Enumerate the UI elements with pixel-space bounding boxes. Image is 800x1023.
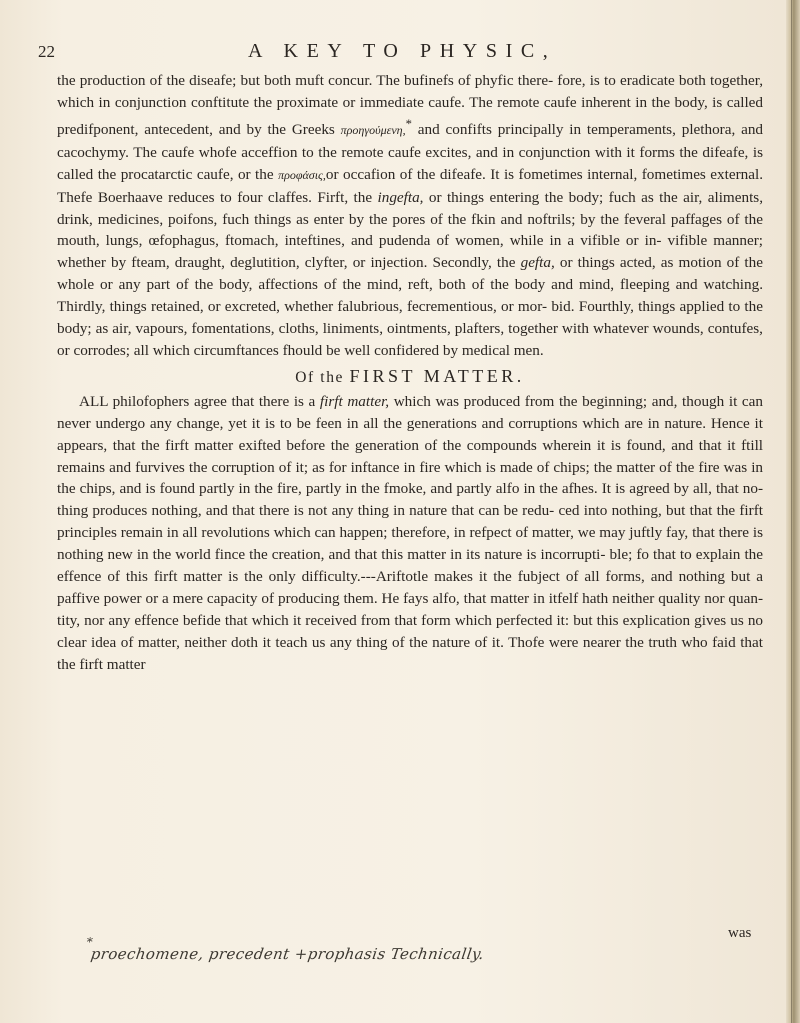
p2-line: beginning; and, though it can never undergo any change, yet it is to be feen in all: [57, 392, 763, 432]
p2-line: made of chips; the matter of the fire was in the chips, and is found partly in the: [57, 458, 764, 498]
page-number: 22: [38, 42, 55, 61]
p1-line: and confifts principally in temperaments,: [411, 120, 676, 138]
p1-line: or things entering the: [423, 188, 564, 206]
p1-line: Thefe Boerhaave reduces to four claffes. Firft, the: [57, 188, 378, 206]
p1-line: or things acted, as motion of the whole or any part of the body,: [57, 254, 763, 294]
p1-line: œfophagus, ftomach, inteftines, and pudenda of women, while in a vifible or in-: [148, 232, 662, 250]
catchword: was: [728, 925, 752, 941]
p1-line: plethora, and cacochymy. The caufe whofe acceffion to the remote caufe excites,: [57, 120, 764, 161]
p2-line: thing of the nature of it. Thofe were nearer the truth who faid that the firft matter: [57, 633, 763, 673]
p1-line: and in conjunction with it forms the difeafe, is called the procatarctic caufe, or the: [57, 143, 764, 183]
p2-line: the generations and corruptions which are in nature. Hence it appears, that the: [57, 414, 763, 454]
p1-line: bid. Fourthly, things applied to the body; as air, vapours, fomentations, cloths,: [57, 298, 763, 338]
footnote-marker: *: [405, 116, 412, 131]
term-gesta: gefta,: [520, 254, 555, 272]
p2-line: thing produces nothing, and that there is not any thing in nature that can be redu-: [57, 502, 555, 520]
p1-line: Secondly, the: [432, 254, 521, 272]
body-text: [57, 70, 763, 676]
p1-line: body; fuch as the air, aliments, drink, medicines, poifons, fuch things as enter: [57, 188, 763, 228]
paragraph-1: [57, 70, 763, 362]
p2-line: fire, partly in the fmoke, and partly alfo in the afhes. It is agreed by all, that no-: [276, 480, 764, 498]
footnote-star: *: [85, 935, 94, 949]
p2-line: new in the world fince the creation, and that this matter in its nature is incorrupti-: [107, 546, 606, 564]
handwritten-footnote: [85, 935, 712, 975]
page-header: [38, 40, 750, 68]
p2-line: which was produced from the: [389, 392, 578, 410]
p2-line: ALL philofophers agree that there is a: [79, 392, 320, 410]
p2-line: ced into nothing, but that the firft principles remain in all revolutions which can: [57, 502, 763, 542]
p1-line: all which circumftances fhould be well confidered by medical men.: [133, 341, 544, 359]
greek-term-proegoumene: προηγούμενη,: [340, 122, 406, 137]
p1-line: fore, is to eradicate both together, which in conjunction conftitute the proximate: [57, 72, 764, 111]
p1-line: affections of the mind, reft, both of the body and mind, fleeping and watching.: [258, 276, 763, 294]
p1-line: Thirdly, things retained, or excreted, whether falubrious, fecrementious, or mor-: [57, 298, 548, 316]
p2-line: firft matter exifted before the generation of the compounds wherein it is found, and: [165, 436, 694, 454]
term-ingesta: ingefta,: [377, 188, 424, 206]
section-heading: [57, 366, 763, 389]
paragraph-2: [57, 391, 763, 676]
p2-line: tity, nor any effence befide that which it received from that form which perfected it:: [57, 611, 570, 629]
p1-line: by the pores of the fkin and noftrils; by the feveral paffages of the mouth, lungs,: [57, 210, 763, 250]
p2-line: of producing them. He fays alfo, that matter in itfelf hath neither quality nor quan-: [261, 590, 764, 607]
section-heading-title: FIRST MATTER.: [349, 365, 525, 386]
page-edge: [786, 0, 800, 1023]
p1-line: vifible manner; whether by fteam, draught, deglutition, clyfter, or injection.: [57, 232, 764, 272]
p1-line: liniments, ointments, plafters, together with whatever wounds, contufes, or corrodes;: [57, 320, 763, 359]
section-heading-prefix: Of the: [295, 368, 345, 386]
p2-line: but this explication gives us no clear idea of matter, neither doth it teach us any: [57, 611, 764, 651]
page-edge-line: [791, 0, 792, 1023]
p1-line: antecedent, and by the Greeks: [144, 120, 341, 138]
p1-line: or occafion of the difeafe. It is fometimes internal, fometimes external.: [325, 165, 763, 183]
greek-term-prophasis: προφάσις,: [278, 167, 326, 182]
term-first-matter: firft matter,: [319, 392, 390, 410]
p2-line: makes it the fubject of all forms, and nothing but a paffive power or a mere capacity: [57, 568, 764, 607]
p2-line: ble; fo that to explain the effence of this firft matter is the only difficulty.---Ariftotle: [57, 546, 764, 586]
p1-line: or immediate caufe. The remote caufe inherent in the body, is called predifponent,: [57, 93, 764, 138]
p1-line: the production of the diseafe; but both muft concur. The bufinefs of phyfic there-: [57, 72, 554, 89]
p2-line: that it ftill remains and furvives the corruption of it; as for inftance in fire which is: [57, 436, 764, 476]
running-head: A KEY TO PHYSIC,: [248, 40, 557, 62]
p2-line: happen; therefore, in refpect of matter, we may juftly fay, that there is nothing: [57, 524, 764, 564]
footnote-text: proechomene, precedent +prophasis Technically.: [89, 945, 486, 963]
